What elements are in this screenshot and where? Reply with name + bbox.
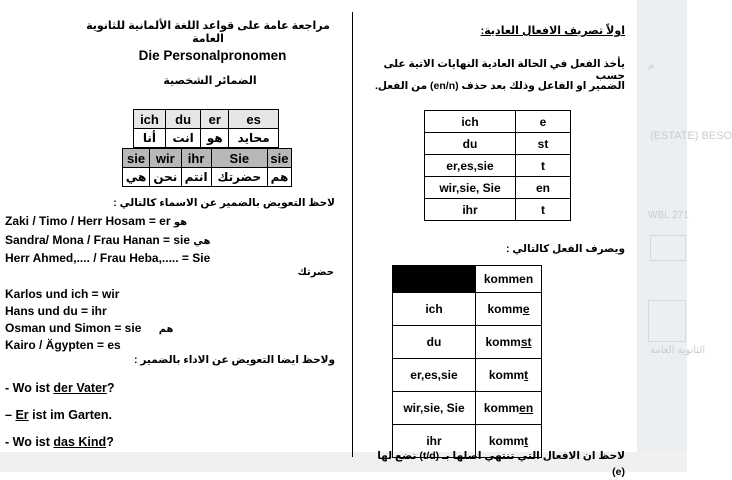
table-cell: هم	[267, 168, 291, 187]
endings-table	[424, 110, 571, 221]
verb-stem: komm	[487, 302, 523, 316]
table-cell: هي	[123, 168, 150, 187]
table-cell: ihr	[181, 149, 211, 168]
underlined-noun: das Kind	[53, 435, 107, 449]
verb-suffix: st	[520, 335, 532, 349]
verb-suffix: e	[522, 302, 530, 316]
example-text: Herr Ahmed,.... / Frau Heba,..... = Sie	[5, 251, 211, 265]
table-cell: انتم	[181, 168, 211, 187]
verb-stem: komm	[488, 368, 525, 382]
black-header-cell	[393, 266, 476, 293]
verb-stem: komm	[483, 401, 520, 415]
example-arabic: هو	[173, 217, 188, 228]
underlined-noun: der Vater	[53, 381, 107, 395]
table-cell: wir,sie, Sie	[425, 177, 516, 199]
background-text: WBL 271	[648, 210, 689, 221]
table-cell: محايد	[229, 129, 279, 148]
table-cell: ihr	[425, 199, 516, 221]
table-cell: st	[516, 133, 571, 155]
table-cell: er,es,sie	[425, 155, 516, 177]
paragraph-line: الضمير او الفاعل وذلك بعد حذف (en/n) من الفعل.	[374, 80, 625, 92]
note-text: ولاحظ ايضا التعويض عن الاداء بالضمير :	[133, 354, 335, 366]
table-cell: en	[516, 177, 571, 199]
table-cell: انت	[165, 129, 200, 148]
example-text: Osman und Simon = sie	[5, 321, 142, 335]
example-arabic: هي	[193, 236, 211, 247]
answer-line	[5, 408, 112, 422]
question-line	[5, 435, 114, 449]
conjugation-table	[392, 265, 542, 458]
table-cell: حضرتك	[211, 168, 267, 187]
table-cell	[476, 326, 542, 359]
table-cell: نحن	[150, 168, 181, 187]
page-divider	[352, 12, 353, 457]
question-text: - Wo ist	[5, 435, 54, 449]
background-text: الثانوية العامة	[650, 345, 706, 356]
question-line	[5, 381, 115, 395]
singular-pronoun-table	[133, 109, 279, 148]
background-box	[650, 235, 686, 261]
example-line	[5, 214, 187, 228]
verb-stem: komm	[488, 434, 525, 448]
example-arabic: هم	[158, 324, 174, 335]
example-line	[5, 233, 210, 247]
table-cell: er,es,sie	[393, 359, 476, 392]
table-cell	[476, 359, 542, 392]
table-cell: ich	[425, 111, 516, 133]
underlined-pronoun: Er	[15, 408, 29, 422]
question-mark: ?	[106, 381, 115, 395]
example-text: Hans und du = ihr	[5, 304, 107, 318]
table-cell	[476, 293, 542, 326]
example-text: Sandra/ Mona / Frau Hanan = sie	[5, 233, 191, 247]
table-cell	[476, 392, 542, 425]
section-subtitle: الضمائر الشخصية	[163, 75, 257, 87]
page-header: مراجعة عامة على قواعد اللغة الألمانية للثانوية العامة	[86, 20, 330, 45]
plural-pronoun-table	[122, 148, 292, 187]
verb-suffix: en	[519, 401, 534, 415]
table-cell: wir	[150, 149, 181, 168]
question-text: - Wo ist	[5, 381, 54, 395]
section-heading: ويصرف الفعل كالتالي :	[506, 243, 625, 255]
section-heading: اولاً تصريف الافعال العادية:	[480, 25, 625, 37]
example-text: Karlos und ich = wir	[5, 287, 120, 301]
table-cell: du	[165, 110, 200, 129]
example-arabic: حضرتك	[297, 267, 334, 278]
table-cell: ich	[134, 110, 166, 129]
table-cell: e	[516, 111, 571, 133]
table-cell: هو	[201, 129, 229, 148]
note-text: لاحظ التعويض بالضمير عن الاسماء كالتالي :	[113, 197, 335, 209]
example-line	[5, 321, 174, 335]
background-text: (ESTATE) BESO	[650, 130, 732, 142]
verb-suffix: t	[524, 368, 529, 382]
question-mark: ?	[106, 435, 114, 449]
example-text: Zaki / Timo / Herr Hosam = er	[5, 214, 171, 228]
table-cell: أنا	[134, 129, 166, 148]
table-cell: ich	[393, 293, 476, 326]
table-cell: t	[516, 155, 571, 177]
paragraph-line: يأخذ الفعل في الحالة العادية النهايات الاتية على حسب	[383, 58, 625, 82]
table-cell: es	[229, 110, 279, 129]
table-cell: kommen	[476, 266, 542, 293]
table-cell: du	[393, 326, 476, 359]
table-cell: er	[201, 110, 229, 129]
bottom-note: لاحظ ان الافعال التي تنتهي اصلها بـ (t/d) نضع لها (e)	[377, 450, 625, 478]
table-cell: sie	[267, 149, 291, 168]
table-cell: wir,sie, Sie	[393, 392, 476, 425]
verb-suffix: t	[524, 434, 529, 448]
table-cell: Sie	[211, 149, 267, 168]
table-cell: ihr	[393, 425, 476, 458]
background-box	[648, 300, 686, 342]
answer-text: ist im Garten.	[28, 408, 112, 422]
table-cell: du	[425, 133, 516, 155]
answer-dash: –	[5, 408, 16, 422]
table-cell: t	[516, 199, 571, 221]
table-cell: sie	[123, 149, 150, 168]
verb-stem: komm	[485, 335, 521, 349]
background-text: م	[648, 60, 655, 71]
section-title: Die Personalpronomen	[138, 48, 287, 63]
example-text: Kairo / Ägypten = es	[5, 338, 121, 352]
